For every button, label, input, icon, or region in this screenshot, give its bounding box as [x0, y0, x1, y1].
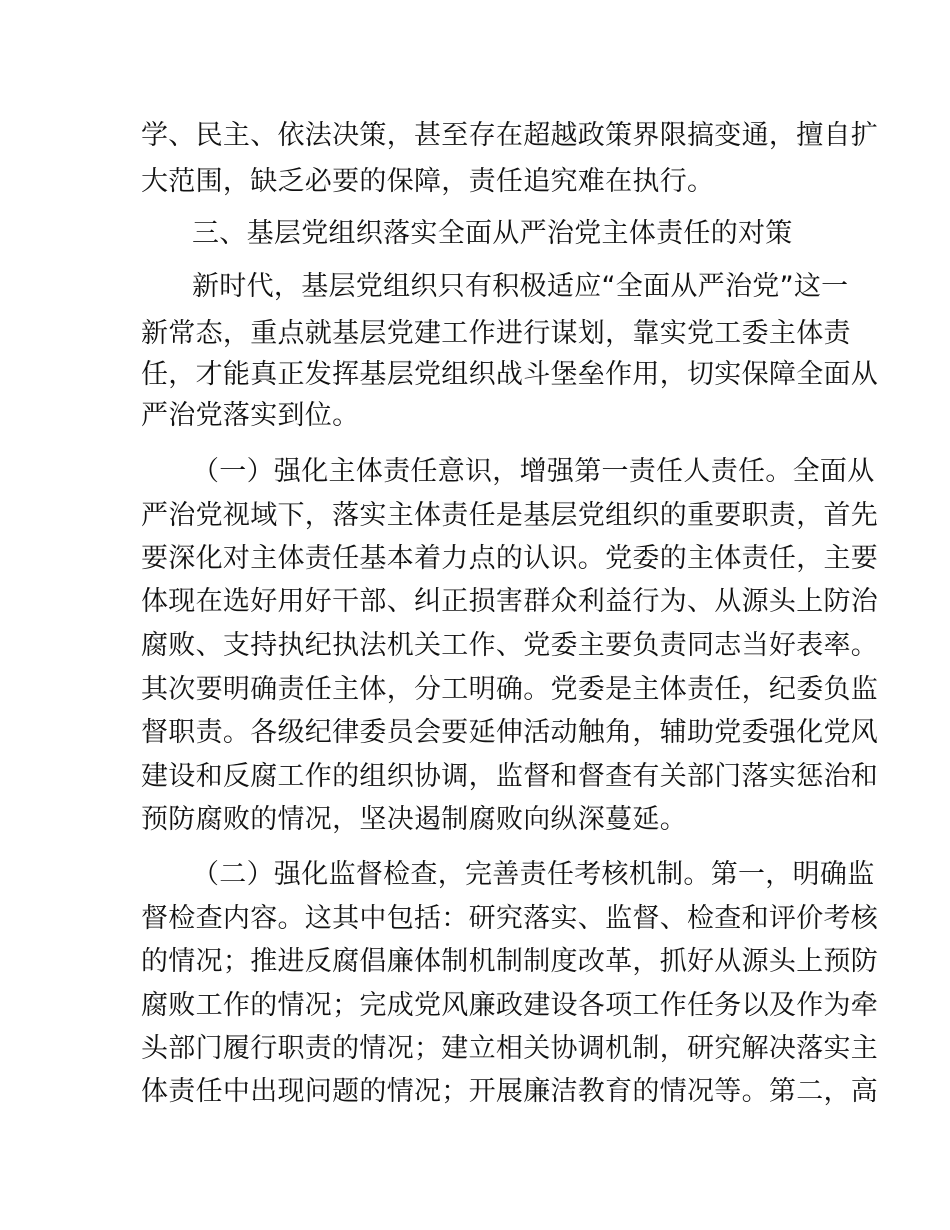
paragraph-line: 新时代，基层党组织只有积极适应“全面从严治党”这一: [192, 271, 849, 302]
paragraph-line: 要深化对主体责任基本着力点的认识。党委的主体责任，主要: [141, 543, 879, 574]
paragraph-line: 任，才能真正发挥基层党组织战斗堡垒作用，切实保障全面从: [141, 359, 879, 390]
paragraph-line: 督检查内容。这其中包括：研究落实、监督、检查和评价考核: [141, 903, 879, 934]
subsection-heading: （二）强化监督检查，完善责任考核机制。第一，明确监: [192, 859, 875, 890]
paragraph-line: 大范围，缺乏必要的保障，责任追究难在执行。: [141, 166, 715, 197]
paragraph-line: 腐败工作的情况；完成党风廉政建设各项工作任务以及作为牵: [141, 990, 879, 1021]
paragraph-line: 体现在选好用好干部、纠正损害群众利益行为、从源头上防治: [141, 586, 879, 617]
paragraph-line: 头部门履行职责的情况；建立相关协调机制，研究解决落实主: [141, 1033, 879, 1064]
paragraph-line: 严治党落实到位。: [141, 400, 360, 431]
paragraph-line: 新常态，重点就基层党建工作进行谋划，靠实党工委主体责: [141, 318, 851, 349]
paragraph-line: 其次要明确责任主体，分工明确。党委是主体责任，纪委负监: [141, 674, 879, 705]
section-heading: 三、基层党组织落实全面从严治党主体责任的对策: [192, 218, 793, 249]
paragraph-line: 体责任中出现问题的情况；开展廉洁教育的情况等。第二，高: [141, 1076, 879, 1107]
paragraph-line: 的情况；推进反腐倡廉体制机制制度改革，抓好从源头上预防: [141, 946, 879, 977]
paragraph-line: 建设和反腐工作的组织协调，监督和督查有关部门落实惩治和: [141, 761, 879, 792]
paragraph-line: 预防腐败的情况，坚决遏制腐败向纵深蔓延。: [141, 804, 687, 835]
paragraph-line: 腐败、支持执纪执法机关工作、党委主要负责同志当好表率。: [141, 630, 879, 661]
paragraph-line: 严治党视域下，落实主体责任是基层党组织的重要职责，首先: [141, 500, 879, 531]
paragraph-line: 学、民主、依法决策，甚至存在超越政策界限搞变通，擅自扩: [141, 120, 879, 151]
paragraph-line: 督职责。各级纪律委员会要延伸活动触角，辅助党委强化党风: [141, 717, 879, 748]
subsection-heading: （一）强化主体责任意识，增强第一责任人责任。全面从: [192, 456, 875, 487]
